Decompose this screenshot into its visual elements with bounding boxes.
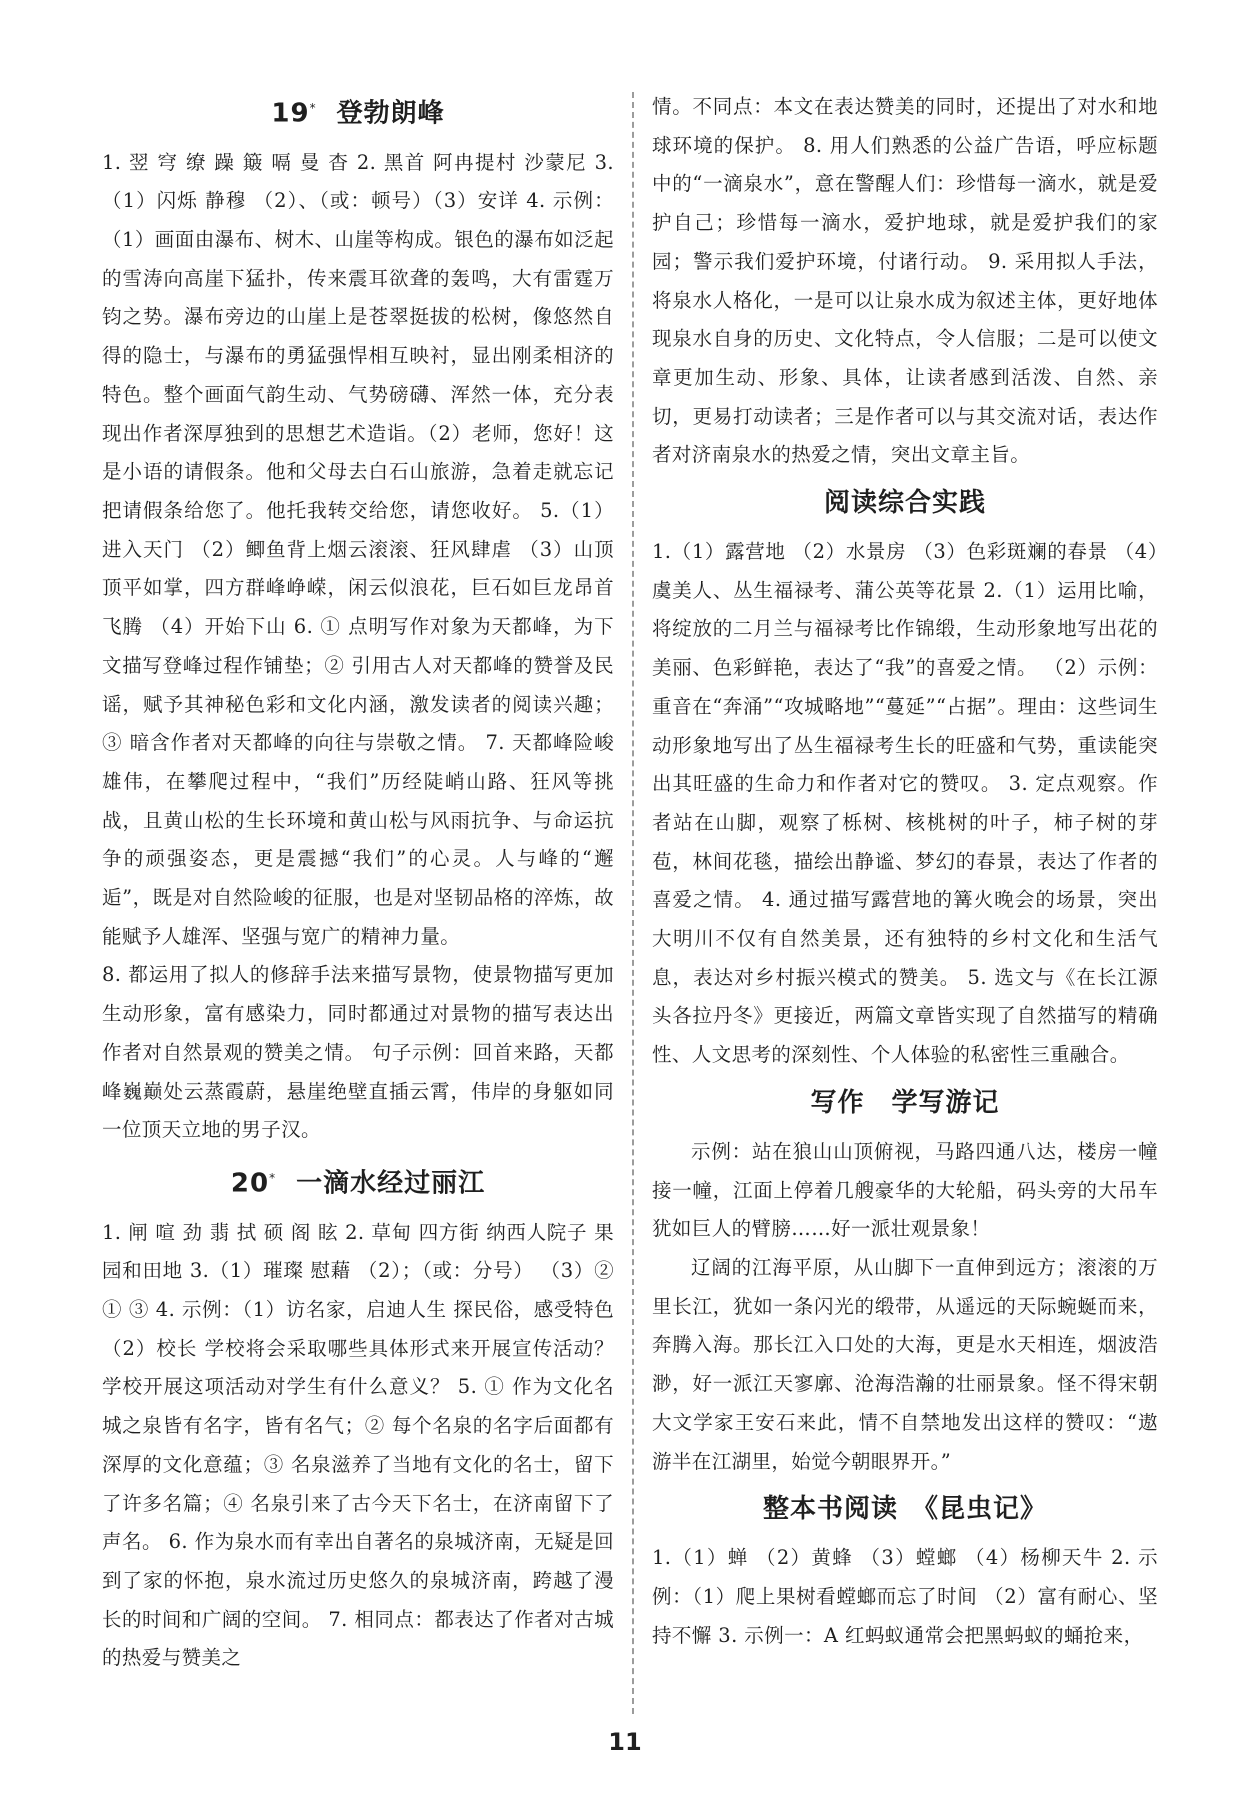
reading-practice-answers: 1.（1）露营地 （2）水景房 （3）色彩斑斓的春景 （4）虞美人、丛生福禄考、蒲公英等花景 2.（1）运用比喻，将绽放的二月兰与福禄考比作锦缎，生动形象地写出花的美丽、色彩鲜艳，表达了“我”的喜爱之情。 （2）示例：重音在“奔涌”“攻城略地”“蔓延”“占据”。理由：这些词生动形象地写出了丛生福禄考生长的旺盛和气势，重读能突出其旺盛的生命力和作者对它的赞叹。 3. 定点观察。作者站在山脚，观察了栎树、核桃树的叶子，柿子树的芽苞，林间花毯，描绘出静谧、梦幻的春景，表达了作者的喜爱之情。 4. 通过描写露营地的篝火晚会的场景，突出大明川不仅有自然美景，还有独特的乡村文化和生活气息，表达对乡村振兴模式的赞美。 5. 选文与《在长江源头各拉丹冬》更接近，两篇文章皆实现了自然描写的精确性、人文思考的深刻性、个人体验的私密性三重融合。 <box>652 540 1158 1067</box>
right-column <box>652 88 1158 1655</box>
section-19-heading <box>102 88 614 134</box>
section-19-answers: 1. 翌 穹 缭 躁 簸 嗝 曼 杳 2. 黑首 阿冉提村 沙蒙尼 3.（1）闪烁 静穆 （2）、（或：顿号）（3）安详 4. 示例：（1）画面由瀑布、树木、山崖等构成。银色的瀑布如泛起的雪涛向高崖下猛扑，传来震耳欲聋的轰鸣，大有雷霆万钧之势。瀑布旁边的山崖上是苍翠挺拔的松树，像悠然自得的隐士，与瀑布的勇猛强悍相互映衬，显出刚柔相济的特色。整个画面气韵生动、气势磅礴、浑然一体，充分表现出作者深厚独到的思想艺术造诣。（2）老师，您好！这是小语的请假条。他和父母去白石山旅游，急着走就忘记把请假条给您了。他托我转交给您，请您收好。 5.（1）进入天门 （2）鲫鱼背上烟云滚滚、狂风肆虐 （3）山顶顶平如掌，四方群峰峥嵘，闲云似浪花，巨石如巨龙昂首飞腾 （4）开始下山 6. ① 点明写作对象为天都峰，为下文描写登峰过程作铺垫；② 引用古人对天都峰的赞誉及民谣，赋予其神秘色彩和文化内涵，激发读者的阅读兴趣；③ 暗含作者对天都峰的向往与崇敬之情。 7. 天都峰险峻雄伟，在攀爬过程中，“我们”历经陡峭山路、狂风等挑战，且黄山松的生长环境和黄山松与风雨抗争、与命运抗争的顽强姿态，更是震撼“我们”的心灵。人与峰的“邂逅”，既是对自然险峻的征服，也是对坚韧品格的淬炼，故能赋予人雄浑、坚强与宽广的精神力量。 <box>102 150 614 948</box>
writing-heading: 写作 学写游记 <box>810 1087 1000 1118</box>
section-19-number: 19 <box>271 98 310 129</box>
writing-paragraph-2: 辽阔的江海平原，从山脚下一直伸到远方；滚滚的万里长江，犹如一条闪光的缎带，从遥远的天际蜿蜒而来，奔腾入海。那长江入口处的大海，更是水天相连，烟波浩渺，好一派江天寥廓、沧海浩瀚的壮丽景象。怪不得宋朝大文学家王安石来此，情不自禁地发出这样的赞叹：“遨游半在江湖里，始觉今朝眼界开。” <box>652 1255 1158 1473</box>
section-19-title: 登勃朗峰 <box>336 98 445 129</box>
book-reading-answers: 1.（1）蝉 （2）黄蜂 （3）螳螂 （4）杨柳天牛 2. 示例：（1）爬上果树看螳螂而忘了时间 （2）富有耐心、坚持不懈 3. 示例一：A 红蚂蚁通常会把黑蚂蚁的蛹抢来， <box>652 1546 1158 1647</box>
section-20-star: * <box>269 1170 277 1185</box>
section-19-star: * <box>309 101 317 115</box>
writing-paragraph-1: 示例：站在狼山山顶俯视，马路四通八达，楼房一幢接一幢，江面上停着几艘豪华的大轮船，码头旁的大吊车犹如巨人的臂膀……好一派壮观景象！ <box>652 1139 1158 1241</box>
section-20-answers: 1. 闸 喧 劲 翡 拭 硕 阁 眩 2. 草甸 四方街 纳西人院子 果园和田地 3.（1）璀璨 慰藉 （2）；（或：分号） （3）② ① ③ 4. 示例：（1）访名家，启迪人生 探民俗，感受特色 （2）校长 学校将会采取哪些具体形式来开展宣传活动？ 学校开展这项活动对学生有什么意义？ 5. ① 作为文化名城之泉皆有名字，皆有名气；② 每个名泉的名字后面都有深厚的文化意蕴；③ 名泉滋养了当地有文化的名士，留下了许多名篇；④ 名泉引来了古今天下名士，在济南留下了声名。 6. 作为泉水而有幸出自著名的泉城济南，无疑是回到了家的怀抱，泉水流过历史悠久的泉城济南，跨越了漫长的时间和广阔的空间。 7. 相同点：都表达了作者对古城的热爱与赞美之 <box>102 1220 614 1670</box>
section-20-heading <box>102 1158 614 1204</box>
column-divider <box>632 92 634 1714</box>
section-20-title: 一滴水经过丽江 <box>296 1168 486 1199</box>
left-column <box>102 88 614 1678</box>
reading-practice-heading: 阅读综合实践 <box>823 488 986 519</box>
section-20-number: 20 <box>230 1168 270 1199</box>
book-reading-heading: 整本书阅读 《昆虫记》 <box>762 1494 1047 1525</box>
section-20-continuation: 情。不同点：本文在表达赞美的同时，还提出了对水和地球环境的保护。 8. 用人们熟悉的公益广告语，呼应标题中的“一滴泉水”，意在警醒人们：珍惜每一滴水，就是爱护自己；珍惜每一滴水，爱护地球，就是爱护我们的家园；警示我们爱护环境，付诸行动。 9. 采用拟人手法，将泉水人格化，一是可以让泉水成为叙述主体，更好地体现泉水自身的历史、文化特点，令人信服；二是可以使文章更加生动、形象、具体，让读者感到活泼、自然、亲切，更易打动读者；三是作者可以与其交流对话，表达作者对济南泉水的热爱之情，突出文章主旨。 <box>652 95 1158 467</box>
page-number: 11 <box>608 1728 642 1756</box>
section-19-answers-8: 8. 都运用了拟人的修辞手法来描写景物，使景物描写更加生动形象，富有感染力，同时都通过对景物的描写表达出作者对自然景观的赞美之情。 句子示例：回首来路，天都峰巍巅处云蒸霞蔚，悬崖绝壁直插云霄，伟岸的身躯如同一位顶天立地的男子汉。 <box>102 963 614 1142</box>
